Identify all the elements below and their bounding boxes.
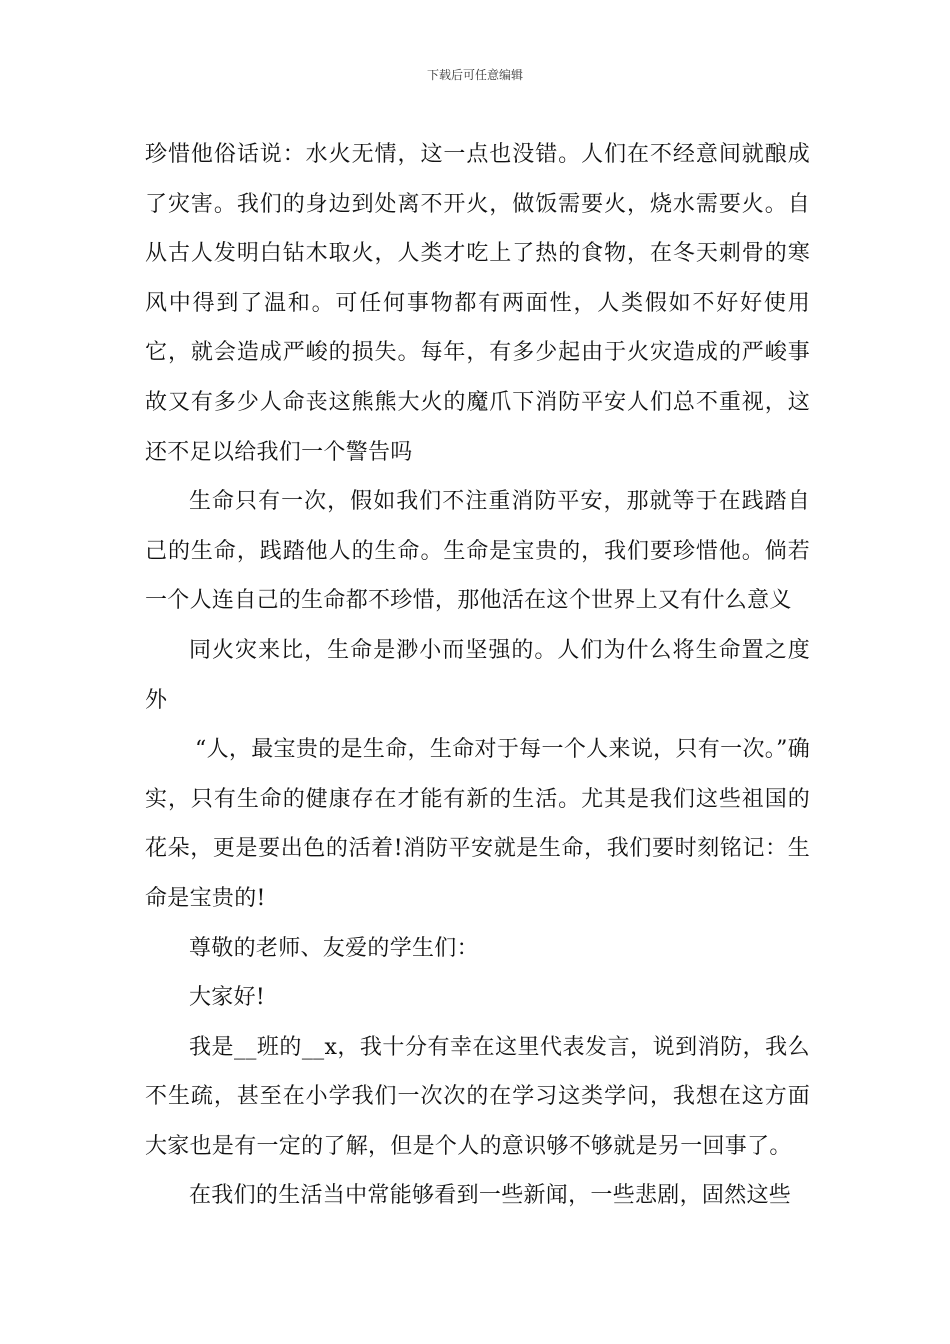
paragraph-8: 在我们的生活当中常能够看到一些新闻，一些悲剧，固然这些 [189,1183,792,1209]
paragraph-4: “人，最宝贵的是生命，生命对于每一个人来说，只有一次。”确实，只有生命的健康存在才能有新的生活。尤其是我们这些祖国的花朵，更是要出色的活着!消防平安就是生命，我们要时刻铭记：生命是宝贵的! [145,737,810,911]
page-header: 下载后可任意编辑 [426,68,523,82]
paragraph-7: 我是__班的__x，我十分有幸在这里代表发言，说到消防，我么不生疏，甚至在小学我们一次次的在学习这类学问，我想在这方面大家也是有一定的了解，但是个人的意识够不够就是另一回事了。 [145,1034,810,1159]
paragraph-1: 珍惜他俗话说：水火无情，这一点也没错。人们在不经意间就酿成了灾害。我们的身边到处离不开火，做饭需要火，烧水需要火。自从古人发明白钻木取火，人类才吃上了热的食物，在冬天刺骨的寒风中得到了温和。可任何事物都有两面性，人类假如不好好使用它，就会造成严峻的损失。每年，有多少起由于火灾造成的严峻事故又有多少人命丧这熊熊大火的魔爪下消防平安人们总不重视，这还不足以给我们一个警告吗 [145,142,810,465]
paragraph-2: 生命只有一次，假如我们不注重消防平安，那就等于在践踏自己的生命，践踏他人的生命。生命是宝贵的，我们要珍惜他。倘若一个人连自己的生命都不珍惜，那他活在这个世界上又有什么意义 [145,489,810,614]
paragraph-6: 大家好! [189,985,266,1011]
paragraph-3: 同火灾来比，生命是渺小而坚强的。人们为什么将生命置之度外 [145,637,810,713]
paragraph-5: 尊敬的老师、友爱的学生们： [189,935,479,961]
document-body [145,130,810,1221]
